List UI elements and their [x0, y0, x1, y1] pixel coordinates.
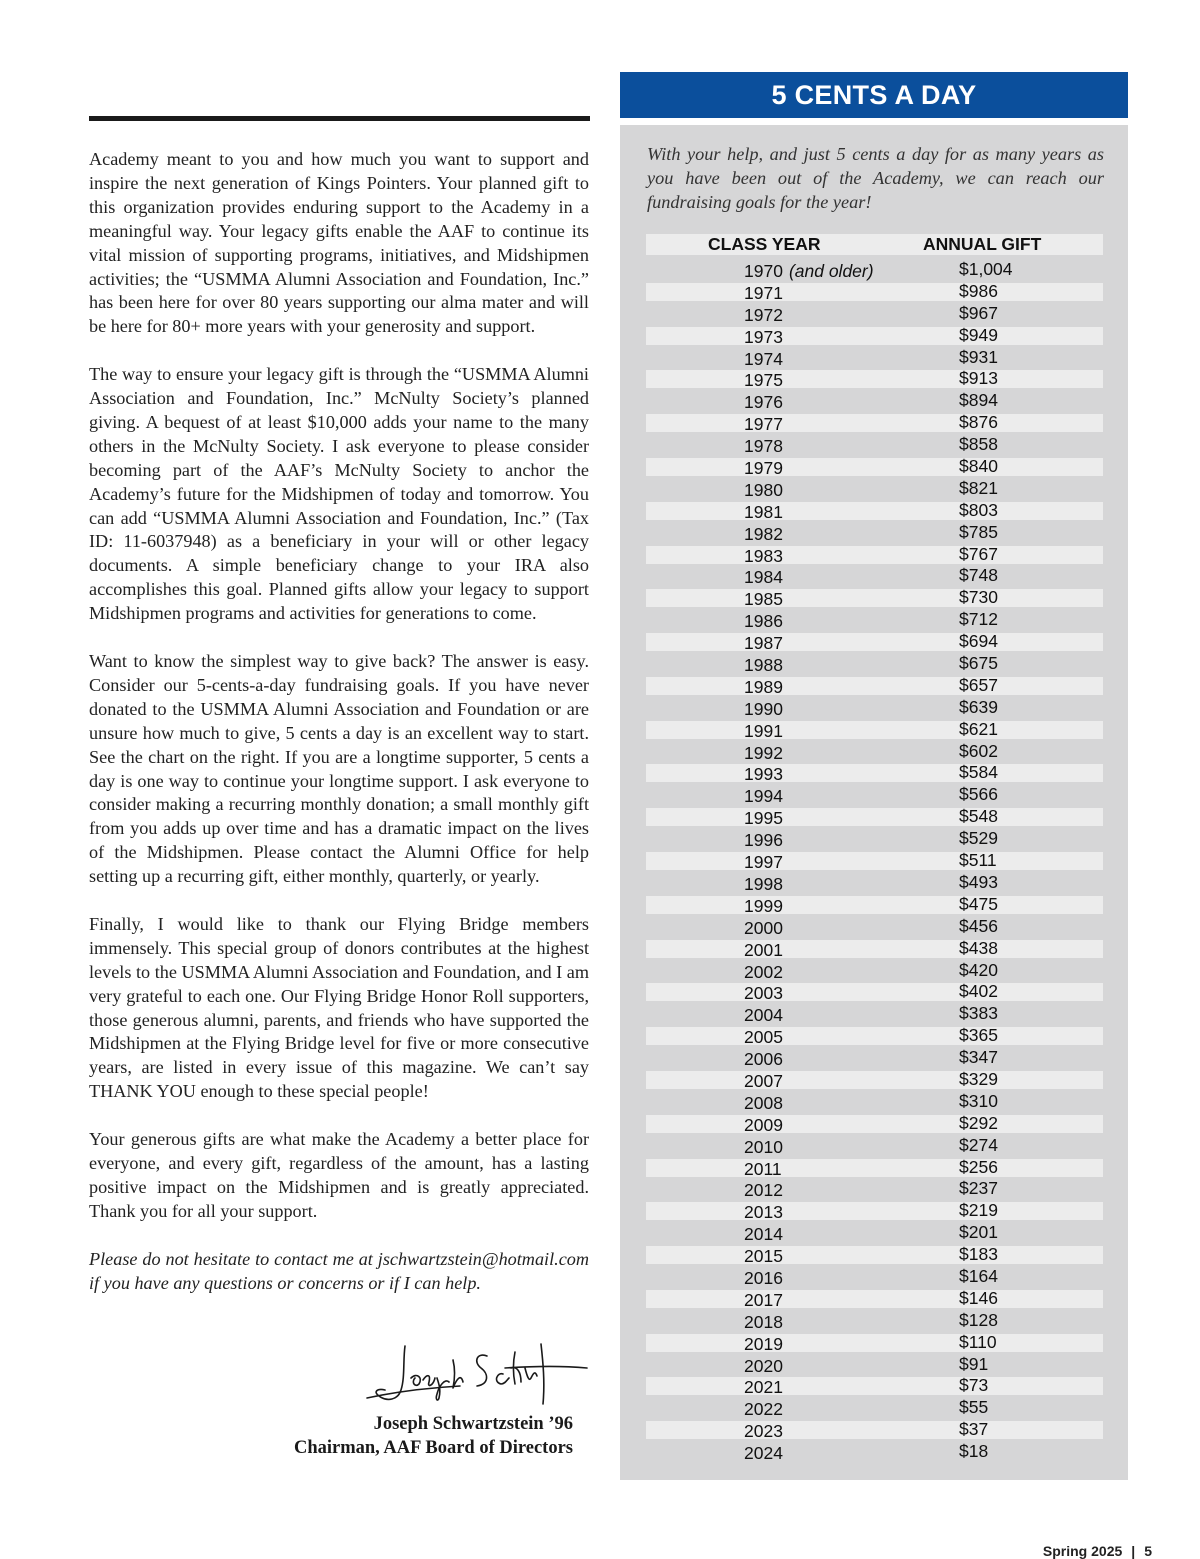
footer-separator: |: [1131, 1543, 1136, 1559]
table-row: [646, 1289, 1103, 1311]
class-year-value: 1977: [744, 414, 783, 435]
class-year-cell: [744, 742, 783, 764]
annual-gift-cell: $365: [959, 1025, 998, 1046]
annual-gift-cell: $584: [959, 762, 998, 783]
row-stripe: [646, 1202, 1103, 1223]
class-year-cell: [744, 260, 874, 282]
class-year-value: 1975: [744, 370, 783, 391]
class-year-value: 1970: [744, 261, 783, 281]
class-year-cell: [744, 1355, 783, 1377]
class-year-value: 1974: [744, 348, 783, 369]
class-year-value: 1998: [744, 873, 783, 894]
table-row: [646, 1376, 1103, 1398]
row-stripe: [646, 370, 1103, 391]
class-year-value: 2001: [744, 939, 783, 960]
class-year-value: 1993: [744, 764, 783, 785]
table-row: [646, 304, 1103, 326]
row-stripe: [646, 808, 1103, 829]
class-year-cell: [744, 391, 783, 413]
gift-table-header: [646, 234, 1103, 255]
class-year-value: 2022: [744, 1399, 783, 1420]
signer-title: Chairman, AAF Board of Directors: [293, 1438, 573, 1458]
annual-gift-cell: $730: [959, 587, 998, 608]
class-year-cell: [744, 939, 783, 961]
table-row: [646, 763, 1103, 785]
table-row: [646, 807, 1103, 829]
class-year-value: 2006: [744, 1049, 783, 1070]
annual-gift-cell: $256: [959, 1156, 998, 1177]
table-row: [646, 873, 1103, 895]
class-year-cell: [744, 523, 783, 545]
class-year-value: 1985: [744, 589, 783, 610]
class-year-value: 1991: [744, 720, 783, 741]
class-year-value: 2012: [744, 1180, 783, 1201]
table-row: [646, 1398, 1103, 1420]
class-year-cell: [744, 1092, 783, 1114]
class-year-value: 2015: [744, 1246, 783, 1267]
article-paragraph-4: Finally, I would like to thank our Flying Bridge members immensely. This special group of donors contributes at the highest levels to the USMMA Alumni Association and Foundation, and I am very grateful to each one. Our Flying Bridge Honor Roll supporters, those generous alumni, parents, and friends who have supported the Midshipmen at the Flying Bridge level for five or more consecutive years, are listed in every issue of this magazine. We can’t say THANK YOU enough to these special people!: [89, 913, 589, 1102]
class-year-cell: [744, 457, 783, 479]
article-paragraph-3: Want to know the simplest way to give back? The answer is easy. Consider our 5-cents-a-day fundraising goals. If you have never donated to the USMMA Alumni Association and Foundation or are unsure how much to give, 5 cents a day is an excellent way to start. See the chart on the right. If you are a longtime supporter, 5 cents a day is one way to continue your longtime support. I ask everyone to consider making a recurring monthly donation; a small monthly gift from you adds up over time and has a dramatic impact on the lives of the Midshipmen. Please contact the Alumni Office for help setting up a recurring gift, either monthly, quarterly, or yearly.: [89, 651, 589, 887]
table-row: [646, 479, 1103, 501]
table-row: [646, 785, 1103, 807]
table-row: [646, 1070, 1103, 1092]
row-stripe: [646, 589, 1103, 610]
row-stripe: [646, 1159, 1103, 1177]
table-row: [646, 1114, 1103, 1136]
annual-gift-cell: $402: [959, 981, 998, 1002]
annual-gift-cell: $201: [959, 1222, 998, 1243]
class-year-cell: [744, 435, 783, 457]
class-year-cell: [744, 698, 783, 720]
table-row: [646, 1201, 1103, 1223]
annual-gift-cell: $164: [959, 1265, 998, 1286]
class-year-value: 2024: [744, 1443, 783, 1464]
table-row: [646, 1004, 1103, 1026]
class-year-cell: [744, 851, 783, 873]
annual-gift-cell: $621: [959, 718, 998, 739]
row-stripe: [646, 852, 1103, 873]
signature-image: [365, 1338, 590, 1410]
class-year-cell: [744, 785, 783, 807]
article-paragraph-5: Your generous gifts are what make the Academy a better place for everyone, and every gift, regardless of the amount, has a lasting positive impact on the Midshipmen and is greatly appreciated. Thank you for all your support.: [89, 1129, 589, 1221]
article-body: [89, 148, 589, 1319]
annual-gift-cell: $986: [959, 280, 998, 301]
header-annual-gift: ANNUAL GIFT: [923, 234, 1042, 254]
class-year-value: 2010: [744, 1136, 783, 1157]
annual-gift-cell: $712: [959, 609, 998, 630]
table-row: [646, 961, 1103, 983]
annual-gift-cell: $1,004: [959, 259, 1013, 279]
table-row: [646, 326, 1103, 348]
annual-gift-cell: $529: [959, 828, 998, 849]
row-stripe: [646, 896, 1103, 914]
class-year-value: 1992: [744, 742, 783, 763]
class-year-cell: [744, 413, 783, 435]
class-year-value: 1981: [744, 501, 783, 522]
table-row: [646, 720, 1103, 742]
annual-gift-cell: $383: [959, 1003, 998, 1024]
page-number: 5: [1144, 1543, 1152, 1559]
class-year-value: 1982: [744, 523, 783, 544]
class-year-cell: [744, 1245, 783, 1267]
class-year-value: 2019: [744, 1333, 783, 1354]
annual-gift-cell: $420: [959, 959, 998, 980]
class-year-value: 2003: [744, 983, 783, 1004]
table-row: [646, 917, 1103, 939]
table-row: [646, 282, 1103, 304]
article-top-rule: [89, 116, 590, 121]
table-row: [646, 1136, 1103, 1158]
row-stripe: [646, 677, 1103, 695]
class-year-value: 1997: [744, 852, 783, 873]
class-year-value: 1990: [744, 698, 783, 719]
table-row: [646, 939, 1103, 961]
annual-gift-cell: $548: [959, 806, 998, 827]
class-year-cell: [744, 1289, 783, 1311]
table-row: [646, 260, 1103, 282]
class-year-cell: [744, 1136, 783, 1158]
annual-gift-cell: $110: [959, 1331, 997, 1352]
class-year-value: 1987: [744, 633, 783, 654]
class-year-cell: [744, 479, 783, 501]
annual-gift-cell: $493: [959, 871, 998, 892]
table-row: [646, 435, 1103, 457]
table-row: [646, 348, 1103, 370]
class-year-value: 2013: [744, 1202, 783, 1223]
annual-gift-cell: $748: [959, 565, 998, 586]
class-year-cell: [744, 1201, 783, 1223]
article-paragraph-2: The way to ensure your legacy gift is through the “USMMA Alumni Association and Foundation, Inc.” McNulty Society’s planned giving. A bequest of at least $10,000 adds your name to the many others in the McNulty Society. I ask everyone to please consider becoming part of the AAF’s McNulty Society to anchor the Academy’s future for the Midshipmen of today and tomorrow. You can add “USMMA Alumni Association and Foundation, Inc.” (Tax ID: 11-6037948) as a beneficiary in your will or other legacy documents. A simple beneficiary change to your IRA also accomplishes this goal. Planned gifts allow your legacy to support Midshipmen programs and activities for generations to come.: [89, 364, 589, 624]
table-row: [646, 742, 1103, 764]
table-row: [646, 654, 1103, 676]
class-year-cell: [744, 1179, 783, 1201]
row-stripe: [646, 764, 1103, 785]
class-year-value: 2016: [744, 1267, 783, 1288]
class-year-cell: [744, 982, 783, 1004]
table-row: [646, 610, 1103, 632]
issue-label: Spring 2025: [1042, 1543, 1123, 1559]
row-stripe: [646, 458, 1103, 479]
table-row: [646, 698, 1103, 720]
class-year-cell: [744, 326, 783, 348]
table-row: [646, 588, 1103, 610]
class-year-value: 1994: [744, 786, 783, 807]
class-year-cell: [744, 807, 783, 829]
annual-gift-cell: $767: [959, 543, 998, 564]
table-row: [646, 1245, 1103, 1267]
row-stripe: [646, 1071, 1103, 1089]
class-year-value: 1972: [744, 304, 783, 325]
table-row: [646, 566, 1103, 588]
table-row: [646, 1223, 1103, 1245]
class-year-value: 1999: [744, 895, 783, 916]
class-year-value: 1995: [744, 808, 783, 829]
table-row: [646, 982, 1103, 1004]
row-stripe: [646, 1027, 1103, 1048]
table-row: [646, 1355, 1103, 1377]
table-row: [646, 391, 1103, 413]
sidebar-intro: With your help, and just 5 cents a day for as many years as you have been out of the Academy, we can reach our fundraising goals for the year!: [647, 144, 1104, 212]
class-year-value: 2014: [744, 1224, 783, 1245]
class-year-cell: [744, 1398, 783, 1420]
annual-gift-cell: $840: [959, 456, 998, 477]
class-year-value: 2018: [744, 1311, 783, 1332]
class-year-value: 1984: [744, 567, 783, 588]
annual-gift-cell: $438: [959, 937, 998, 958]
class-year-value: 1976: [744, 392, 783, 413]
row-stripe: [646, 983, 1103, 1004]
article-closing: Please do not hesitate to contact me at jschwartzstein@hotmail.com if you have any questions or concerns or if I can help.: [89, 1248, 589, 1293]
annual-gift-cell: $803: [959, 499, 998, 520]
class-year-cell: [744, 1114, 783, 1136]
class-year-cell: [744, 588, 783, 610]
row-stripe: [646, 502, 1103, 520]
class-year-cell: [744, 961, 783, 983]
table-row: [646, 1092, 1103, 1114]
annual-gift-cell: $949: [959, 324, 998, 345]
class-year-value: 2008: [744, 1092, 783, 1113]
class-year-cell: [744, 1070, 783, 1092]
annual-gift-cell: $475: [959, 893, 998, 914]
annual-gift-cell: $292: [959, 1112, 998, 1133]
annual-gift-cell: $566: [959, 784, 998, 805]
class-year-value: 2009: [744, 1114, 783, 1135]
row-stripe: [646, 940, 1103, 958]
row-stripe: [646, 633, 1103, 654]
class-year-cell: [744, 1311, 783, 1333]
table-row: [646, 851, 1103, 873]
class-year-cell: [744, 566, 783, 588]
row-stripe: [646, 721, 1103, 739]
article-paragraph-1: Academy meant to you and how much you want to support and inspire the next generation of Kings Pointers. Your planned gift to this organization provides enduring support to the Academy in a meaningful way. Your legacy gifts enable the AAF to continue its vital mission of supporting programs, initiatives, and Midshipmen activities; the “USMMA Alumni Association and Foundation, Inc.” has been here for over 80 years supporting our alma mater and will be here for 80+ more years with your generosity and support.: [89, 149, 589, 337]
annual-gift-cell: $310: [959, 1090, 998, 1111]
class-year-cell: [744, 545, 783, 567]
table-row: [646, 829, 1103, 851]
row-stripe: [646, 283, 1103, 301]
annual-gift-cell: $876: [959, 412, 998, 433]
class-year-cell: [744, 763, 783, 785]
class-year-value: 2002: [744, 961, 783, 982]
annual-gift-cell: $91: [959, 1353, 989, 1374]
row-stripe: [646, 546, 1103, 564]
table-row: [646, 1333, 1103, 1355]
annual-gift-cell: $329: [959, 1068, 998, 1089]
class-year-cell: [744, 895, 783, 917]
annual-gift-cell: $967: [959, 302, 998, 323]
annual-gift-cell: $73: [959, 1375, 989, 1396]
table-row: [646, 1179, 1103, 1201]
class-year-cell: [744, 720, 783, 742]
class-year-note: (and older): [788, 261, 874, 281]
class-year-cell: [744, 1376, 783, 1398]
class-year-value: 2007: [744, 1070, 783, 1091]
annual-gift-cell: $37: [959, 1419, 989, 1440]
class-year-value: 2005: [744, 1027, 783, 1048]
row-stripe: [646, 1377, 1103, 1398]
table-row: [646, 1158, 1103, 1180]
annual-gift-cell: $128: [959, 1309, 998, 1330]
class-year-value: 2000: [744, 917, 783, 938]
annual-gift-cell: $219: [959, 1200, 998, 1221]
annual-gift-cell: $657: [959, 674, 998, 695]
class-year-value: 1978: [744, 436, 783, 457]
class-year-cell: [744, 304, 783, 326]
table-row: [646, 1267, 1103, 1289]
table-row: [646, 1311, 1103, 1333]
class-year-cell: [744, 1442, 783, 1464]
table-row: [646, 545, 1103, 567]
annual-gift-cell: $894: [959, 390, 998, 411]
header-class-year: CLASS YEAR: [708, 234, 821, 254]
table-row: [646, 1026, 1103, 1048]
class-year-cell: [744, 1420, 783, 1442]
class-year-cell: [744, 1267, 783, 1289]
annual-gift-cell: $821: [959, 477, 998, 498]
table-row: [646, 501, 1103, 523]
annual-gift-cell: $858: [959, 434, 998, 455]
row-stripe: [646, 1290, 1103, 1308]
class-year-value: 2017: [744, 1289, 783, 1310]
gift-table-body: [646, 260, 1103, 1464]
class-year-cell: [744, 1026, 783, 1048]
class-year-value: 1979: [744, 458, 783, 479]
class-year-cell: [744, 1333, 783, 1355]
table-row: [646, 413, 1103, 435]
class-year-cell: [744, 873, 783, 895]
class-year-value: 1980: [744, 479, 783, 500]
annual-gift-cell: $602: [959, 740, 998, 761]
row-stripe: [646, 1421, 1103, 1442]
class-year-value: 1988: [744, 655, 783, 676]
class-year-cell: [744, 369, 783, 391]
row-stripe: [646, 1246, 1103, 1267]
class-year-cell: [744, 829, 783, 851]
annual-gift-cell: $18: [959, 1441, 989, 1462]
signer-name: Joseph Schwartzstein ’96: [373, 1414, 573, 1434]
class-year-cell: [744, 348, 783, 370]
row-stripe: [646, 1115, 1103, 1133]
annual-gift-cell: $183: [959, 1244, 998, 1265]
row-stripe: [646, 327, 1103, 345]
annual-gift-cell: $237: [959, 1178, 998, 1199]
class-year-cell: [744, 501, 783, 523]
class-year-cell: [744, 1223, 783, 1245]
class-year-value: 2020: [744, 1355, 783, 1376]
table-row: [646, 632, 1103, 654]
table-row: [646, 1048, 1103, 1070]
class-year-value: 1983: [744, 545, 783, 566]
annual-gift-cell: $347: [959, 1047, 998, 1068]
class-year-cell: [744, 610, 783, 632]
annual-gift-cell: $274: [959, 1134, 998, 1155]
annual-gift-cell: $675: [959, 653, 998, 674]
page-footer: [1043, 1543, 1152, 1559]
annual-gift-cell: $913: [959, 368, 998, 389]
table-row: [646, 523, 1103, 545]
class-year-cell: [744, 654, 783, 676]
class-year-value: 1996: [744, 830, 783, 851]
annual-gift-cell: $639: [959, 696, 998, 717]
class-year-value: 2004: [744, 1005, 783, 1026]
sidebar-title: 5 CENTS A DAY: [620, 72, 1128, 118]
class-year-cell: [744, 1048, 783, 1070]
class-year-value: 1986: [744, 611, 783, 632]
class-year-cell: [744, 917, 783, 939]
annual-gift-cell: $694: [959, 631, 998, 652]
table-row: [646, 369, 1103, 391]
row-stripe: [646, 1334, 1103, 1352]
class-year-value: 1971: [744, 282, 783, 303]
table-row: [646, 457, 1103, 479]
annual-gift-cell: $146: [959, 1287, 998, 1308]
class-year-value: 2021: [744, 1377, 783, 1398]
class-year-cell: [744, 676, 783, 698]
class-year-value: 1973: [744, 326, 783, 347]
class-year-value: 1989: [744, 676, 783, 697]
class-year-cell: [744, 282, 783, 304]
annual-gift-cell: $511: [959, 850, 997, 871]
class-year-value: 2023: [744, 1421, 783, 1442]
class-year-cell: [744, 1004, 783, 1026]
table-row: [646, 1420, 1103, 1442]
class-year-cell: [744, 1158, 782, 1180]
annual-gift-cell: $785: [959, 521, 998, 542]
annual-gift-cell: $456: [959, 915, 998, 936]
row-stripe: [646, 414, 1103, 435]
table-row: [646, 1442, 1103, 1464]
class-year-cell: [744, 632, 783, 654]
table-row: [646, 895, 1103, 917]
class-year-value: 2011: [744, 1158, 782, 1179]
annual-gift-cell: $55: [959, 1397, 989, 1418]
table-row: [646, 676, 1103, 698]
annual-gift-cell: $931: [959, 346, 998, 367]
